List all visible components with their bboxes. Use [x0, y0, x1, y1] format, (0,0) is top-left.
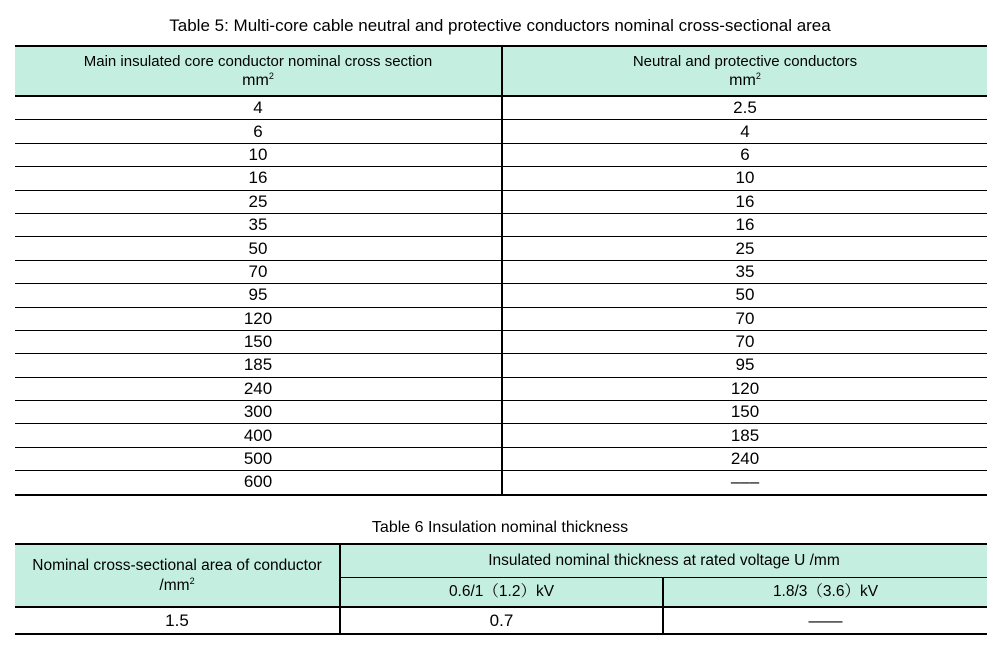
- table5-cell-main: 240: [15, 377, 502, 400]
- table5-cell-neutral: 4: [502, 120, 987, 143]
- table5-caption: Table 5: Multi-core cable neutral and protective conductors nominal cross-sectional area: [169, 16, 831, 35]
- table6-cell-voltage-2: ——: [663, 607, 987, 634]
- table5-cell-main: 500: [15, 447, 502, 470]
- table6-cell-area: 1.5: [15, 607, 340, 634]
- table5-header-main-label: Main insulated core conductor nominal cross section: [83, 53, 433, 70]
- table-row: [15, 284, 987, 307]
- table-row: [15, 190, 987, 213]
- table-row: [15, 424, 987, 447]
- table5-cell-neutral: –––: [502, 471, 987, 495]
- table-row: [15, 607, 987, 634]
- table6-cell-voltage-1: 0.7: [340, 607, 663, 634]
- table6-header-area-label: Nominal cross-sectional area of conductor /mm: [32, 556, 322, 594]
- table5-cell-main: 6: [15, 120, 502, 143]
- table5-cell-neutral: 185: [502, 424, 987, 447]
- table5-cell-main: 185: [15, 354, 502, 377]
- table6-caption: Table 6 Insulation nominal thickness: [371, 519, 629, 536]
- table5-cell-neutral: 2.5: [502, 96, 987, 120]
- table-row: [15, 96, 987, 120]
- table-row: [15, 237, 987, 260]
- table5: [15, 45, 987, 496]
- table5-cell-main: 25: [15, 190, 502, 213]
- table-row: [15, 377, 987, 400]
- table5-cell-neutral: 95: [502, 354, 987, 377]
- table5-cell-neutral: 120: [502, 377, 987, 400]
- table5-header-row: [15, 46, 987, 96]
- table6-header-insulation: Insulated nominal thickness at rated voltage U /mm: [340, 544, 987, 578]
- table5-cell-neutral: 35: [502, 260, 987, 283]
- table-row: [15, 401, 987, 424]
- table5-cell-neutral: 16: [502, 190, 987, 213]
- table5-header-main: [15, 46, 502, 96]
- table5-cell-main: 16: [15, 167, 502, 190]
- table5-cell-neutral: 240: [502, 447, 987, 470]
- table5-cell-neutral: 25: [502, 237, 987, 260]
- table5-cell-main: 300: [15, 401, 502, 424]
- table5-cell-neutral: 150: [502, 401, 987, 424]
- table6: [15, 543, 987, 635]
- table5-cell-main: 600: [15, 471, 502, 495]
- table5-cell-main: 400: [15, 424, 502, 447]
- table5-cell-main: 95: [15, 284, 502, 307]
- table-row: [15, 167, 987, 190]
- table-row: [15, 354, 987, 377]
- table5-header-main-unit-base: mm: [242, 72, 269, 89]
- table5-cell-neutral: 70: [502, 330, 987, 353]
- table5-header-main-unit-exponent: 2: [268, 71, 274, 81]
- table6-header-area-exponent: 2: [189, 575, 195, 586]
- table5-cell-main: 120: [15, 307, 502, 330]
- table5-cell-main: 150: [15, 330, 502, 353]
- table-row: [15, 143, 987, 166]
- table-row: [15, 213, 987, 236]
- table5-cell-main: 4: [15, 96, 502, 120]
- table-row: [15, 120, 987, 143]
- table5-cell-neutral: 70: [502, 307, 987, 330]
- table5-header-neutral-unit-exponent: 2: [755, 71, 761, 81]
- table5-cell-main: 10: [15, 143, 502, 166]
- table5-cell-neutral: 10: [502, 167, 987, 190]
- table5-cell-neutral: 16: [502, 213, 987, 236]
- table5-cell-main: 35: [15, 213, 502, 236]
- table-row: [15, 447, 987, 470]
- table5-cell-main: 70: [15, 260, 502, 283]
- table6-header-voltage-2: 1.8/3（3.6）kV: [663, 578, 987, 608]
- table5-cell-neutral: 6: [502, 143, 987, 166]
- table5-header-main-unit: [15, 71, 501, 90]
- table6-header-row-1: [15, 544, 987, 578]
- table5-header-neutral-label: Neutral and protective conductors: [632, 53, 858, 70]
- table-row: [15, 330, 987, 353]
- table-row: [15, 471, 987, 495]
- table6-header-voltage-1: 0.6/1（1.2）kV: [340, 578, 663, 608]
- table5-header-neutral-unit: [503, 71, 987, 90]
- table5-cell-neutral: 50: [502, 284, 987, 307]
- table6-header-area: [15, 544, 340, 607]
- table5-cell-main: 50: [15, 237, 502, 260]
- table5-header-neutral: [502, 46, 987, 96]
- table-row: [15, 260, 987, 283]
- table5-header-neutral-unit-base: mm: [729, 72, 756, 89]
- table-row: [15, 307, 987, 330]
